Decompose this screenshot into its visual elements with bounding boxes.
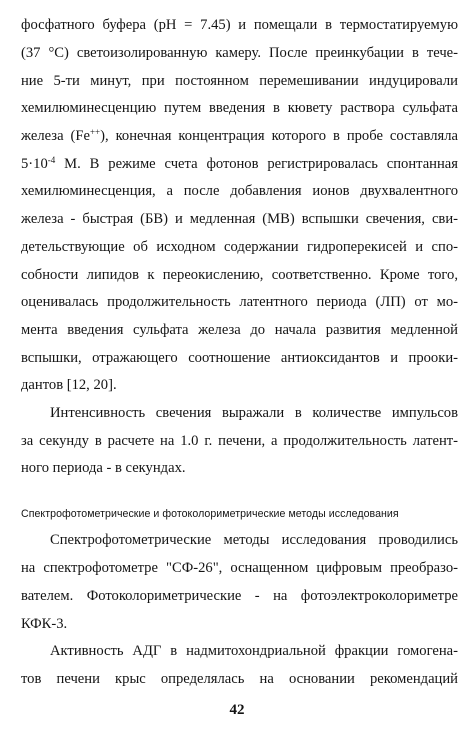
paragraph-3-line-1: Спектрофотометрические методы исследования проводились: [50, 532, 458, 548]
paragraph-1-line-1: фосфатного буфера (pH = 7.45) и помещали в термостатируемую: [21, 17, 458, 33]
fe-prefix: железа (Fe: [21, 128, 90, 144]
paragraph-4-line-2: тов печени крыс определялась на основании рекомендаций: [21, 671, 458, 687]
fe-suffix: ), конечная концентрация которого в пробе составляла: [100, 128, 458, 144]
concentration-exponent: -4: [47, 155, 56, 165]
paragraph-1-line-9: детельствующие об исходном содержании гидроперекисей и спо-: [21, 239, 458, 255]
paragraph-2-line-3: ного периода - в секундах.: [21, 460, 186, 476]
paragraph-1-line-10: собности липидов к переокислению, соответственно. Кроме того,: [21, 267, 458, 283]
paragraph-3-line-2: на спектрофотометре "СФ-26", оснащенном цифровым преобразо-: [21, 560, 458, 576]
paragraph-3-line-4: КФК-3.: [21, 616, 68, 632]
paragraph-1-line-14: дантов [12, 20].: [21, 377, 117, 393]
paragraph-1-line-12: мента введения сульфата железа до начала развития медленной: [21, 322, 458, 338]
paragraph-1-line-5: [21, 127, 458, 145]
paragraph-1-line-2: (37 °С) светоизолированную камеру. После преинкубации в тече-: [21, 45, 458, 61]
paragraph-2-line-1: Интенсивность свечения выражали в количестве импульсов: [50, 405, 458, 421]
concentration-base: 5·10: [21, 156, 48, 172]
page-number: 42: [229, 702, 245, 718]
paragraph-1-line-7: хемилюминесценция, а после добавления ионов двухвалентного: [21, 183, 458, 199]
fe-charge-superscript: ++: [89, 127, 101, 137]
paragraph-1-line-4: хемилюминесценцию путем введения в кювету раствора сульфата: [21, 100, 458, 116]
paragraph-1-line-6: [21, 155, 458, 173]
paragraph-1-line-8: железа - быстрая (БВ) и медленная (МВ) вспышки свечения, сви-: [21, 211, 458, 227]
section-heading: Спектрофотометрические и фотоколориметрические методы исследования: [21, 508, 399, 520]
paragraph-1-line-13: вспышки, отражающего соотношение антиоксидантов и прооки-: [21, 350, 458, 366]
paragraph-4-line-1: Активность АДГ в надмитохондриальной фракции гомогена-: [50, 643, 458, 659]
paragraph-1-line-11: оценивалась продолжительность латентного периода (ЛП) от мо-: [21, 294, 458, 310]
paragraph-2-line-2: за секунду в расчете на 1.0 г. печени, а продолжительность латент-: [21, 433, 458, 449]
concentration-suffix: М. В режиме счета фотонов регистрировалась спонтанная: [55, 156, 458, 172]
paragraph-1-line-3: ние 5-ти минут, при постоянном перемешивании индуцировали: [21, 73, 458, 89]
paragraph-3-line-3: вателем. Фотоколориметрические - на фотоэлектроколориметре: [21, 588, 458, 604]
